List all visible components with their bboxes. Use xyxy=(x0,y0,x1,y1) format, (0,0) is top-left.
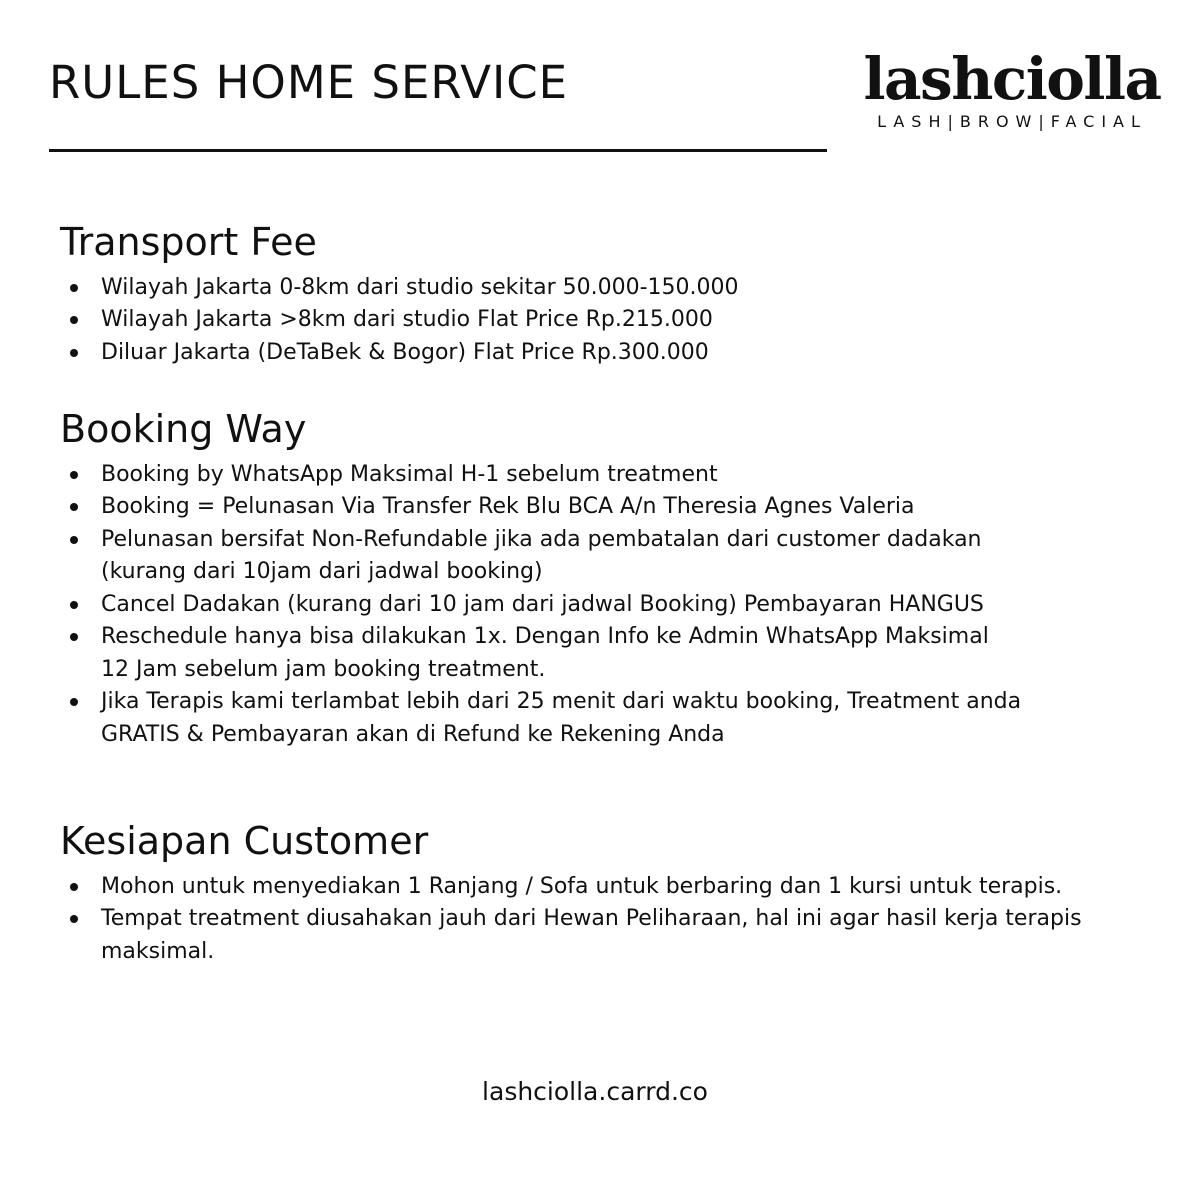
list-item-text: Booking by WhatsApp Maksimal H-1 sebelum treatment xyxy=(101,461,718,487)
list-item xyxy=(60,459,1101,492)
section-kesiapan-customer xyxy=(60,819,1170,968)
bullet-icon xyxy=(70,536,78,544)
list-item-text: Cancel Dadakan (kurang dari 10 jam dari jadwal Booking) Pembayaran HANGUS xyxy=(101,591,984,617)
brand-logo xyxy=(862,45,1162,131)
list-item-text: Booking = Pelunasan Via Transfer Rek Blu BCA A/n Theresia Agnes Valeria xyxy=(101,494,915,520)
list-item xyxy=(60,524,1001,589)
bullet-icon xyxy=(70,698,78,706)
list-item-text: Jika Terapis kami terlambat lebih dari 25 menit dari waktu booking, Treatment anda GRATIS & Pembayaran akan di Refund ke Rekening Anda xyxy=(101,689,1022,747)
bullet-icon xyxy=(70,284,78,292)
list-item-text: Diluar Jakarta (DeTaBek & Bogor) Flat Price Rp.300.000 xyxy=(101,339,709,365)
bullet-icon xyxy=(70,349,78,357)
bullet-icon xyxy=(70,633,78,641)
bullet-icon xyxy=(70,503,78,511)
title-divider xyxy=(49,149,827,152)
logo-wordmark: lashciolla xyxy=(863,45,1161,113)
section-booking-way xyxy=(60,407,1170,751)
page-title: RULES HOME SERVICE xyxy=(49,56,569,109)
list-item xyxy=(60,272,1101,305)
bullet-list xyxy=(60,272,1170,370)
section-heading: Transport Fee xyxy=(60,220,317,264)
logo-tagline: LASH|BROW|FACIAL xyxy=(877,111,1147,131)
bullet-icon xyxy=(70,471,78,479)
list-item-text: Wilayah Jakarta 0-8km dari studio sekitar 50.000-150.000 xyxy=(101,274,739,300)
list-item xyxy=(60,686,1061,751)
section-heading: Booking Way xyxy=(60,407,307,451)
bullet-icon xyxy=(70,883,78,891)
section-transport-fee xyxy=(60,220,1170,369)
bullet-icon xyxy=(70,601,78,609)
list-item xyxy=(60,589,1001,622)
bullet-icon xyxy=(70,316,78,324)
list-item xyxy=(60,491,1101,524)
list-item-text: Mohon untuk menyediakan 1 Ranjang / Sofa untuk berbaring dan 1 kursi untuk terapis. xyxy=(101,873,1063,899)
list-item xyxy=(60,871,1200,904)
section-heading: Kesiapan Customer xyxy=(60,819,429,863)
bullet-list xyxy=(60,459,1170,752)
list-item-text: Wilayah Jakarta >8km dari studio Flat Price Rp.215.000 xyxy=(101,307,713,333)
bullet-icon xyxy=(70,915,78,923)
list-item xyxy=(60,903,1161,968)
list-item xyxy=(60,337,1101,370)
list-item-text: Tempat treatment diusahakan jauh dari Hewan Peliharaan, hal ini agar hasil kerja terapis maksimal. xyxy=(101,906,1082,964)
website-url: lashciolla.carrd.co xyxy=(482,1077,708,1106)
list-item-text: Reschedule hanya bisa dilakukan 1x. Dengan Info ke Admin WhatsApp Maksimal 12 Jam sebelum jam booking treatment. xyxy=(101,624,989,682)
list-item xyxy=(60,304,1101,337)
bullet-list xyxy=(60,871,1170,969)
list-item-text: Pelunasan bersifat Non-Refundable jika ada pembatalan dari customer dadakan (kurang dari 10jam dari jadwal booking) xyxy=(101,526,982,585)
list-item xyxy=(60,621,1001,686)
